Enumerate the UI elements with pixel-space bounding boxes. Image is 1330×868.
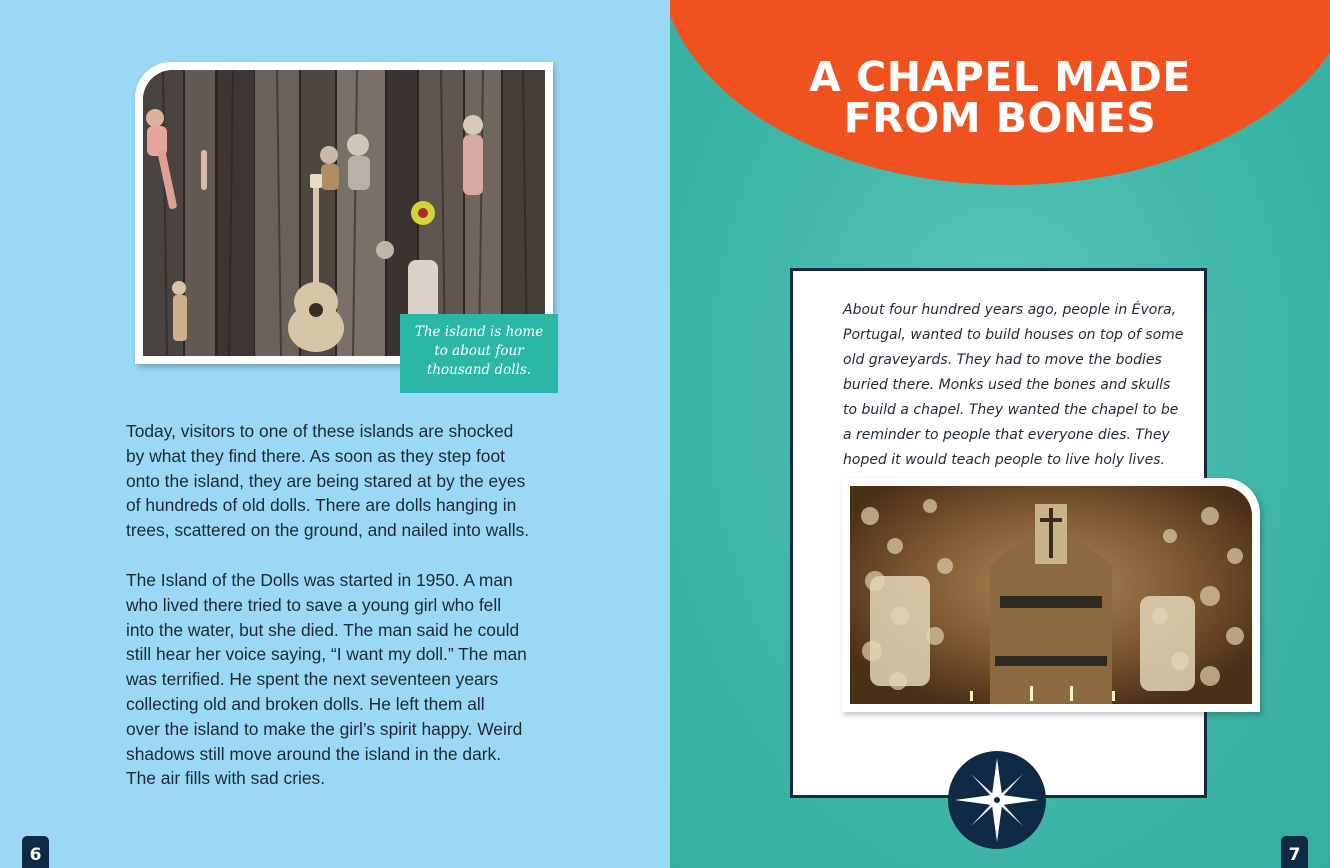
text-line: About four hundred years ago, people in Évora, xyxy=(843,302,1177,318)
caption-line: thousand dolls. xyxy=(426,362,532,378)
text-line: into the water, but she died. The man said he could xyxy=(126,619,520,640)
text-line: was terrified. He spent the next seventeen years xyxy=(126,669,499,690)
page-number-right: 7 xyxy=(1281,836,1308,868)
text-line: The air fills with sad cries. xyxy=(126,768,326,789)
paragraph-2 xyxy=(126,568,566,791)
text-line: who lived there tried to save a young girl who fell xyxy=(126,594,502,615)
text-line: trees, scattered on the ground, and nailed into walls. xyxy=(126,520,530,541)
caption-line: The island is home xyxy=(414,324,544,340)
right-page xyxy=(670,0,1330,868)
text-line: buried there. Monks used the bones and skulls xyxy=(843,377,1171,393)
text-line: onto the island, they are being stared at by the eyes xyxy=(126,470,526,491)
text-line: Portugal, wanted to build houses on top of some xyxy=(843,327,1184,343)
text-line: hoped it would teach people to live holy lives. xyxy=(843,452,1165,468)
paragraph-1 xyxy=(126,419,566,543)
caption-line: to about four xyxy=(434,343,524,359)
text-line: old graveyards. They had to move the bodies xyxy=(843,352,1162,368)
text-line: over the island to make the girl’s spirit happy. Weird xyxy=(126,718,523,739)
text-line: still hear her voice saying, “I want my doll.” The man xyxy=(126,644,527,665)
compass-rose-icon xyxy=(947,750,1047,850)
photo-caption xyxy=(400,314,558,393)
text-line: a reminder to people that everyone dies. They xyxy=(843,427,1170,443)
card-paragraph xyxy=(843,298,1183,473)
text-line: to build a chapel. They wanted the chapel to be xyxy=(843,402,1179,418)
page-title xyxy=(670,53,1330,142)
text-line: collecting old and broken dolls. He left them all xyxy=(126,693,485,714)
chapel-photo-frame xyxy=(842,478,1260,712)
title-line: A CHAPEL MADE xyxy=(809,53,1191,101)
text-line: of hundreds of old dolls. There are dolls hanging in xyxy=(126,495,517,516)
text-line: The Island of the Dolls was started in 1950. A man xyxy=(126,570,513,590)
chapel-photo xyxy=(850,486,1252,704)
text-line: shadows still move around the island in the dark. xyxy=(126,743,502,764)
text-line: by what they find there. As soon as they step foot xyxy=(126,445,505,466)
title-line: FROM BONES xyxy=(843,94,1157,142)
page-number-left: 6 xyxy=(22,836,49,868)
text-line: Today, visitors to one of these islands are shocked xyxy=(126,421,514,441)
